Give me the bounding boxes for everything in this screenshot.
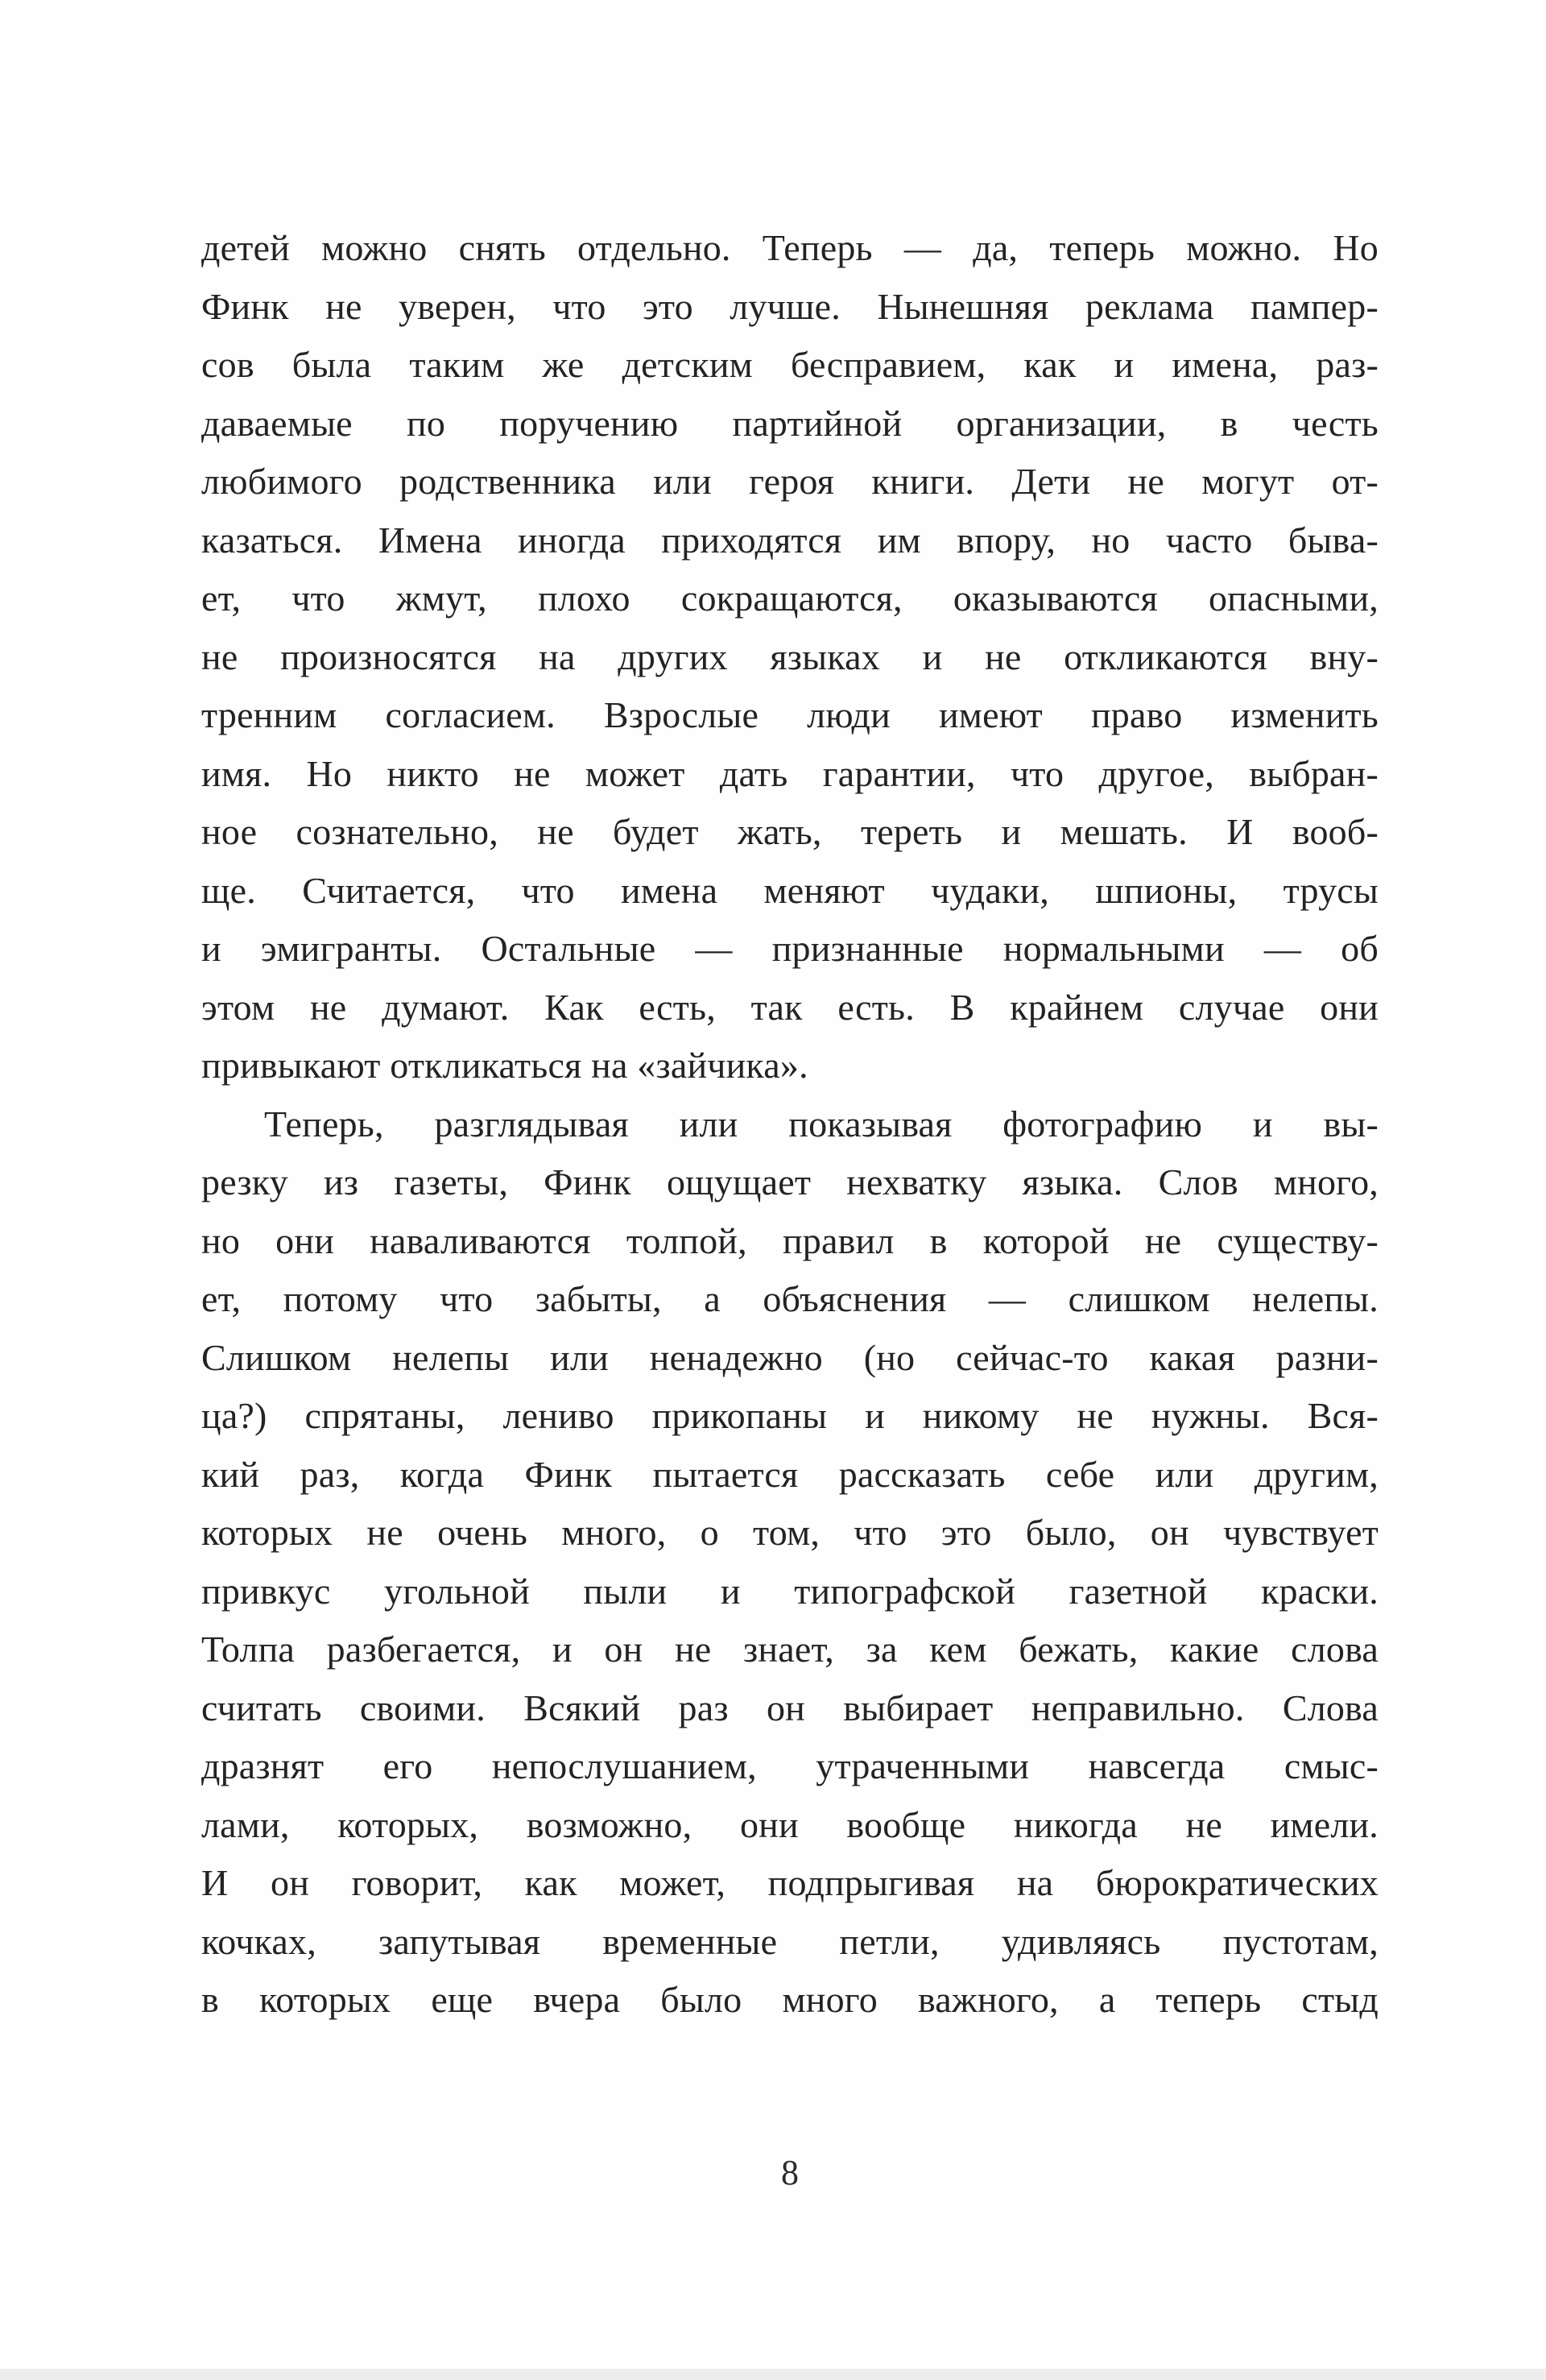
text-line: сов была таким же детским бесправием, как и имена, раз- <box>201 344 1379 385</box>
text-line: не произносятся на других языках и не откликаются вну- <box>201 635 1379 677</box>
text-line: ще. Считается, что имена меняют чудаки, шпионы, трусы <box>201 869 1379 911</box>
text-line: казаться. Имена иногда приходятся им впору, но часто быва- <box>201 519 1379 561</box>
text-line: Теперь, разглядывая или показывая фотографию и вы- <box>264 1103 1379 1144</box>
text-line: Финк не уверен, что это лучше. Нынешняя реклама пампер- <box>201 285 1379 327</box>
text-line: И он говорит, как может, подпрыгивая на бюрократических <box>201 1862 1379 1903</box>
text-line: считать своими. Всякий раз он выбирает неправильно. Слова <box>201 1687 1379 1728</box>
text-line: привыкают откликаться на «зайчика». <box>201 1045 808 1086</box>
text-line: и эмигранты. Остальные — признанные нормальными — об <box>201 928 1379 969</box>
text-line: ца?) спрятаны, лениво прикопаны и никому не нужны. Вся- <box>201 1395 1379 1436</box>
page-bottom-edge <box>0 2369 1546 2380</box>
text-line: любимого родственника или героя книги. Дети не могут от- <box>201 461 1379 502</box>
text-line: дразнят его непослушанием, утраченными навсегда смыс- <box>201 1745 1379 1786</box>
text-line: Толпа разбегается, и он не знает, за кем бежать, какие слова <box>201 1629 1379 1670</box>
text-line: даваемые по поручению партийной организации, в честь <box>201 402 1379 444</box>
text-line: этом не думают. Как есть, так есть. В крайнем случае они <box>201 986 1379 1028</box>
text-line: детей можно снять отдельно. Теперь — да, теперь можно. Но <box>201 227 1379 268</box>
text-line: которых не очень много, о том, что это было, он чувствует <box>201 1512 1379 1553</box>
text-line: кий раз, когда Финк пытается рассказать себе или другим, <box>201 1453 1379 1495</box>
text-line: привкус угольной пыли и типографской газетной краски. <box>201 1570 1379 1612</box>
page-text <box>201 219 1379 2030</box>
text-line: имя. Но никто не может дать гарантии, что другое, выбран- <box>201 752 1379 794</box>
text-line: ет, что жмут, плохо сокращаются, оказываются опасными, <box>201 577 1379 619</box>
text-line: ет, потому что забыты, а объяснения — слишком нелепы. <box>201 1278 1379 1319</box>
text-line: тренним согласием. Взрослые люди имеют право изменить <box>201 694 1379 735</box>
text-line: кочках, запутывая временные петли, удивляясь пустотам, <box>201 1920 1379 1962</box>
text-line: ное сознательно, не будет жать, тереть и мешать. И вооб- <box>201 811 1379 852</box>
text-line: резку из газеты, Финк ощущает нехватку языка. Слов много, <box>201 1161 1379 1202</box>
text-line: в которых еще вчера было много важного, а теперь стыд <box>201 1979 1379 2020</box>
text-line: лами, которых, возможно, они вообще никогда не имели. <box>201 1803 1379 1845</box>
text-line: но они наваливаются толпой, правил в которой не существу- <box>201 1219 1379 1261</box>
text-line: Слишком нелепы или ненадежно (но сейчас-то какая разни- <box>201 1336 1379 1378</box>
page-number: 8 <box>781 2153 799 2192</box>
